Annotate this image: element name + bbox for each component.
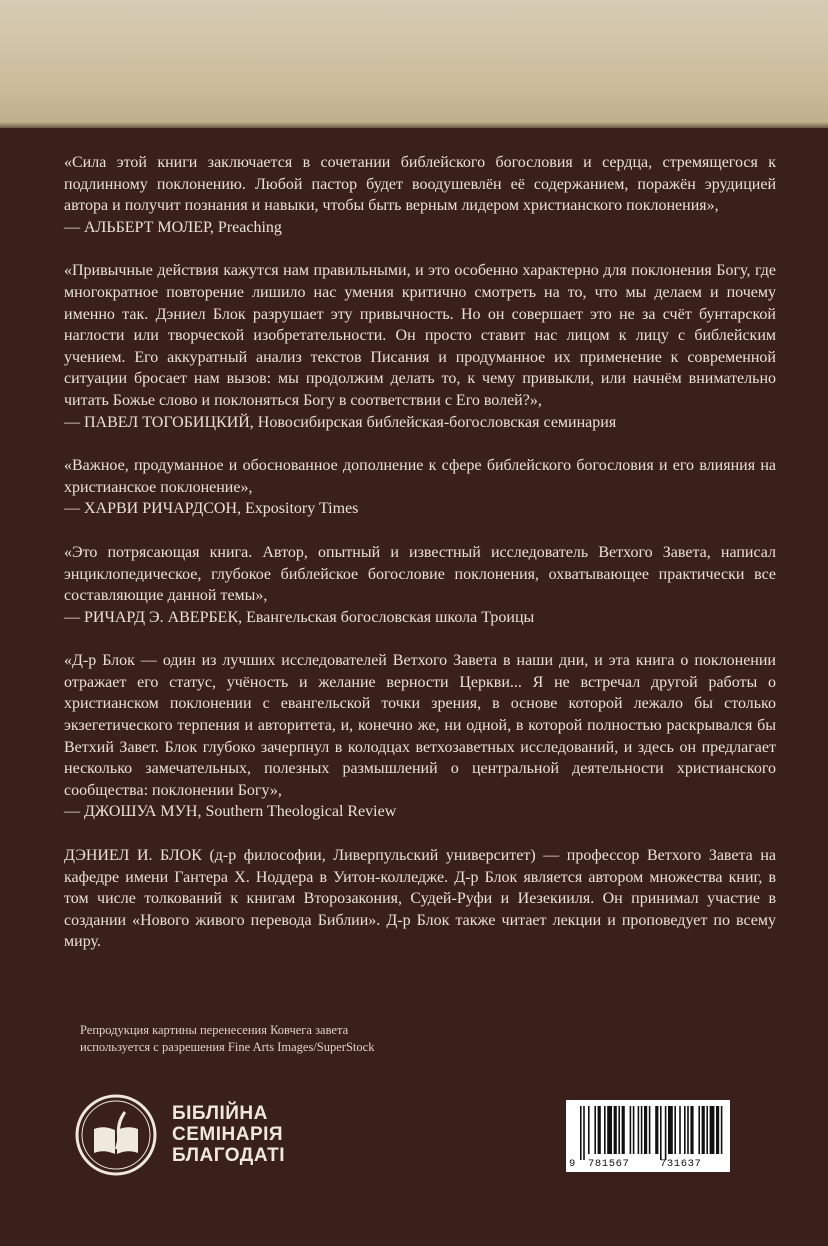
review-quote-1 <box>64 152 776 238</box>
barcode-bar <box>644 1106 647 1154</box>
barcode-bar <box>698 1106 700 1154</box>
author-bio-block <box>64 845 776 953</box>
barcode-bar <box>687 1106 689 1154</box>
barcode-bar <box>607 1106 612 1154</box>
barcode-bar <box>668 1106 673 1154</box>
quote-attribution: — ПАВЕЛ ТОГОБИЦКИЙ, Новосибирская библейская-богословская семинария <box>64 413 617 431</box>
barcode-bar <box>721 1106 723 1154</box>
review-quote-5 <box>64 650 776 823</box>
barcode-bar <box>660 1106 662 1160</box>
barcode-bar <box>684 1106 686 1154</box>
image-credit <box>80 1022 500 1056</box>
barcode-bar <box>706 1106 708 1154</box>
barcode-group-2: 731637 <box>660 1158 702 1170</box>
barcode-bar <box>710 1106 715 1154</box>
barcode-bar <box>622 1106 625 1154</box>
barcode-group-1: 781567 <box>588 1158 630 1170</box>
barcode-bar <box>679 1106 681 1154</box>
quote-text: «Сила этой книги заключается в сочетании библейского богословия и сердца, стремящегося к подлинному поклонению. Любой пастор будет воодушевлён её содержанием, поражён эрудицией автора и получит познания и навыки, чтобы быть верным лидером христианского поклонения», <box>64 154 776 215</box>
quote-text: «Это потрясающая книга. Автор, опытный и известный исследователь Ветхого Завета, написал энциклопедическое, глубокое библейское богословие поклонения, охватывающее практически все составляющие данной темы», <box>64 543 776 605</box>
publisher-logo <box>74 1093 334 1185</box>
back-cover-text <box>64 152 776 975</box>
barcode-bar <box>614 1106 617 1154</box>
review-quote-2 <box>64 260 776 433</box>
quote-text: «Важное, продуманное и обоснованное дополнение к сфере библейского богословия и его влияния на христианское поклонение», <box>64 457 776 496</box>
barcode-bar <box>588 1106 590 1154</box>
barcode-bar <box>690 1106 693 1154</box>
publisher-name <box>172 1103 285 1166</box>
barcode-bars <box>566 1100 730 1160</box>
cover-top-band <box>0 0 828 128</box>
barcode-digits <box>566 1158 730 1172</box>
quote-attribution: — АЛЬБЕРТ МОЛЕР, Preaching <box>64 218 282 236</box>
barcode-bar <box>649 1106 651 1154</box>
quote-text: «Д-р Блок — один из лучших исследователей Ветхого Завета в наши дни, и эта книга о поклонении отражает его статус, учёность и желание верности Церкви... Я не встречал другой работы о христианском поклонении с евангельской точки зрения, в основе которой лежало бы столько экзегетического терпения и авторитета, и, конечно же, ни одной, в которой полностью раскрывался бы Ветхий Завет. Блок глубоко зачерпнул в колодцах ветхозаветных исследований, и здесь он предлагает несколько замечательных, полезных размышлений о центральной деятельности христианского сообщества: поклонении Богу», <box>64 652 776 799</box>
barcode-bar <box>580 1106 582 1160</box>
publisher-name-line-3: БЛАГОДАТІ <box>172 1145 285 1166</box>
publisher-name-line-1: БІБЛІЙНА <box>172 1103 268 1124</box>
barcode-bar <box>618 1106 620 1154</box>
barcode-bar <box>604 1106 606 1154</box>
barcode-digit-first: 9 <box>569 1158 576 1170</box>
barcode-bar <box>633 1106 635 1154</box>
barcode-bar <box>583 1106 585 1160</box>
quote-text: «Привычные действия кажутся нам правильными, и это особенно характерно для поклонения Богу, где многократное повторение лишило нас умения критично смотреть на то, что мы делаем и почему именно так. Дэниел Блок разрушает эту привычность. Но он совершает это не за счёт бунтарской наглости или творческой изобретательности. Он просто ставит нас лицом к лицу с библейским учением. Его аккуратный анализ текстов Писания и продуманное их применение к современной ситуации бросает нам вызов: мы продолжим делать то, к чему привыкли, или начнём внимательно читать Божье слово и поклоняться Богу в соответствии с Его волей?», <box>64 262 776 409</box>
barcode-bar <box>641 1106 643 1154</box>
barcode-bar <box>674 1106 676 1154</box>
barcode-bar <box>630 1106 632 1154</box>
quote-attribution: — ДЖОШУА МУН, Southern Theological Review <box>64 803 397 821</box>
barcode-bar <box>665 1106 667 1160</box>
author-bio: ДЭНИЕЛ И. БЛОК (д-р философии, Ливерпульский университет) — профессор Ветхого Завета на кафедре имени Гантера Х. Ноддера в Уитон-колледже. Д-р Блок является автором множества книг, в том числе толкований к книгам Второзакония, Судей-Руфи и Иезекииля. Он принимал участие в создании «Нового живого перевода Библии». Д-р Блок также читает лекции и проповедует по всему миру. <box>64 847 776 951</box>
review-quote-4 <box>64 542 776 628</box>
barcode-bar <box>702 1106 705 1154</box>
book-quill-emblem-icon <box>74 1093 158 1177</box>
review-quote-3 <box>64 455 776 520</box>
image-credit-line-1: Репродукция картины перенесения Ковчега завета <box>80 1023 349 1037</box>
image-credit-line-2: используется с разрешения Fine Arts Images/SuperStock <box>80 1040 375 1054</box>
barcode-bar <box>716 1106 719 1154</box>
barcode-bar <box>638 1106 640 1154</box>
barcode-bar <box>598 1106 601 1154</box>
barcode-bar <box>655 1106 658 1154</box>
quote-attribution: — РИЧАРД Э. АВЕРБЕК, Евангельская богословская школа Троицы <box>64 608 535 626</box>
publisher-name-line-2: СЕМІНАРІЯ <box>172 1124 284 1145</box>
barcode-bar <box>594 1106 596 1154</box>
quote-attribution: — ХАРВИ РИЧАРДСОН, Expository Times <box>64 500 359 518</box>
isbn-barcode <box>566 1100 730 1172</box>
